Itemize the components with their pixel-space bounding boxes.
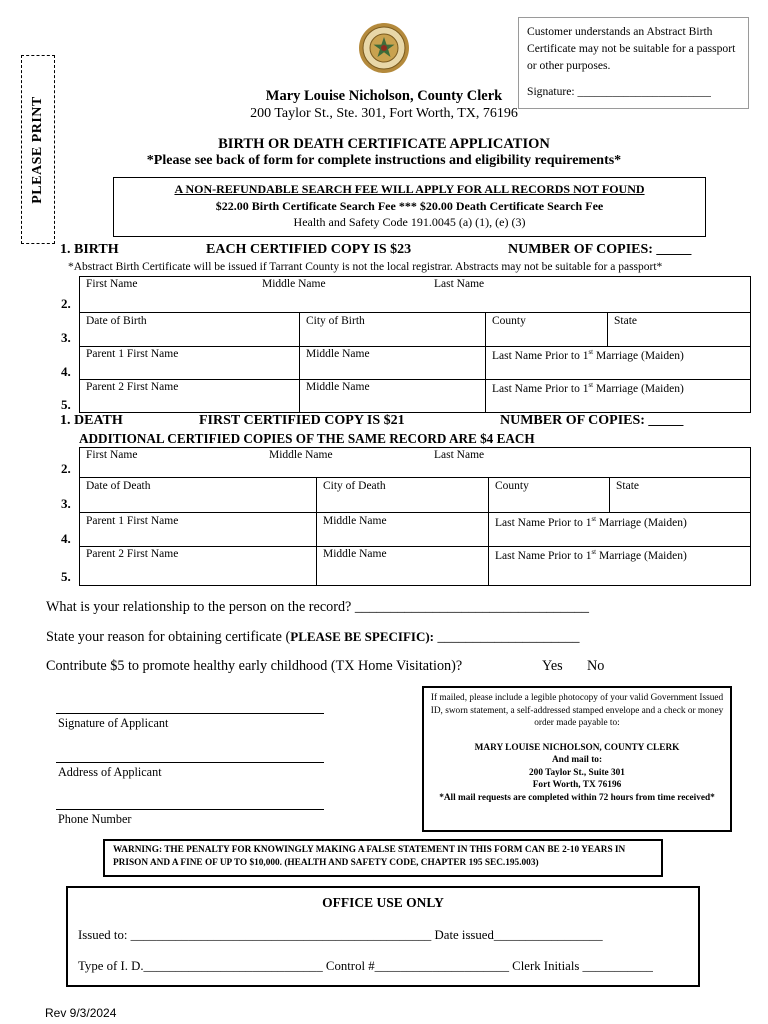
- notice-signature-field[interactable]: Signature: _______________________: [527, 85, 711, 98]
- birth-row-number: 4.: [61, 364, 71, 379]
- date-of-death-field[interactable]: Date of Death: [86, 480, 151, 492]
- death-middle-name-field[interactable]: Middle Name: [269, 449, 333, 461]
- birth-parent1-first-field[interactable]: Parent 1 First Name: [86, 348, 179, 360]
- clerk-address: 200 Taylor St., Ste. 301, Fort Worth, TX, 76196: [250, 106, 518, 121]
- death-row-number: 3.: [61, 496, 71, 511]
- form-title: BIRTH OR DEATH CERTIFICATE APPLICATION: [218, 136, 550, 152]
- death-parent2-middle-field[interactable]: Middle Name: [323, 548, 387, 560]
- death-parent1-middle-field[interactable]: Middle Name: [323, 515, 387, 527]
- applicant-address-label: Address of Applicant: [58, 765, 162, 779]
- death-copy-price: FIRST CERTIFIED COPY IS $21: [199, 413, 405, 428]
- death-copies-field[interactable]: NUMBER OF COPIES: _____: [500, 413, 684, 428]
- death-info-grid: [79, 447, 751, 586]
- birth-row-number: 2.: [61, 296, 71, 311]
- birth-parent1-middle-field[interactable]: Middle Name: [306, 348, 370, 360]
- issued-to-field[interactable]: Issued to: _______________________________________________ Date issued_________________: [78, 928, 603, 942]
- birth-parent1-maiden-field[interactable]: Last Name Prior to 1st Marriage (Maiden): [492, 348, 684, 362]
- mail-instructions-box: [422, 686, 732, 832]
- city-of-death-field[interactable]: City of Death: [323, 480, 386, 492]
- fee-amounts-line: $22.00 Birth Certificate Search Fee *** $20.00 Death Certificate Search Fee: [215, 198, 604, 213]
- birth-section-title: 1. BIRTH: [60, 242, 119, 257]
- death-parent1-first-field[interactable]: Parent 1 First Name: [86, 515, 179, 527]
- birth-first-name-field[interactable]: First Name: [86, 278, 138, 290]
- type-of-id-field[interactable]: Type of I. D.____________________________ Control #_____________________ Clerk Initials ___________: [78, 959, 653, 973]
- death-parent2-maiden-field[interactable]: Last Name Prior to 1st Marriage (Maiden): [495, 548, 687, 562]
- office-use-title: OFFICE USE ONLY: [322, 895, 444, 910]
- office-use-box: [66, 886, 700, 987]
- form-subtitle: *Please see back of form for complete instructions and eligibility requirements*: [146, 153, 622, 168]
- death-section-title: 1. DEATH: [60, 413, 123, 428]
- birth-parent2-maiden-field[interactable]: Last Name Prior to 1st Marriage (Maiden): [492, 381, 684, 395]
- search-fee-box: [113, 177, 706, 237]
- mail-to-label: And mail to:: [551, 755, 603, 765]
- revision-date: Rev 9/3/2024: [45, 1006, 117, 1020]
- contribute-yes-option[interactable]: Yes: [542, 658, 563, 674]
- death-parent1-maiden-field[interactable]: Last Name Prior to 1st Marriage (Maiden): [495, 515, 687, 529]
- mail-payee: MARY LOUISE NICHOLSON, COUNTY CLERK: [474, 742, 680, 753]
- fee-warning-line: A NON-REFUNDABLE SEARCH FEE WILL APPLY FOR ALL RECORDS NOT FOUND: [174, 182, 645, 196]
- death-additional-copies-note: ADDITIONAL CERTIFIED COPIES OF THE SAME RECORD ARE $4 EACH: [79, 431, 535, 446]
- applicant-signature-label: Signature of Applicant: [58, 716, 169, 730]
- birth-abstract-note: *Abstract Birth Certificate will be issued if Tarrant County is not the local registrar. Abstracts may not be suitable for a passport*: [68, 261, 663, 273]
- death-row-number: 4.: [61, 531, 71, 546]
- abstract-notice-text: Customer understands an Abstract Birth Certificate may not be suitable for a passport or other purposes.: [527, 25, 736, 72]
- birth-state-field[interactable]: State: [614, 315, 637, 327]
- mail-street: 200 Taylor St., Suite 301: [529, 767, 625, 778]
- death-state-field[interactable]: State: [616, 480, 639, 492]
- city-of-birth-field[interactable]: City of Birth: [306, 315, 365, 327]
- county-seal-icon: [358, 22, 410, 74]
- death-first-name-field[interactable]: First Name: [86, 449, 138, 461]
- fee-code-line: Health and Safety Code 191.0045 (a) (1), (e) (3): [293, 215, 526, 229]
- death-row-number: 2.: [61, 461, 71, 476]
- mail-processing-note: *All mail requests are completed within 72 hours from time received*: [439, 792, 715, 803]
- reason-question-field[interactable]: State your reason for obtaining certificate (PLEASE BE SPECIFIC): ____________________: [46, 629, 580, 645]
- birth-last-name-field[interactable]: Last Name: [434, 278, 485, 290]
- applicant-phone-label: Phone Number: [58, 812, 132, 826]
- birth-county-field[interactable]: County: [492, 315, 526, 327]
- please-print-label: PLEASE PRINT: [30, 95, 45, 204]
- birth-middle-name-field[interactable]: Middle Name: [262, 278, 326, 290]
- birth-info-grid: [79, 276, 751, 413]
- contribute-question: Contribute $5 to promote healthy early childhood (TX Home Visitation)?: [46, 658, 463, 674]
- false-statement-warning: WARNING: THE PENALTY FOR KNOWINGLY MAKING A FALSE STATEMENT IN THIS FORM CAN BE 2-10 YEARS IN PRISON AND A FINE OF UP TO $10,000. (HEALTH AND SAFETY CODE, CHAPTER 195 SEC.195.003): [103, 839, 663, 877]
- contribute-no-option[interactable]: No: [587, 658, 605, 674]
- birth-parent2-middle-field[interactable]: Middle Name: [306, 381, 370, 393]
- mail-intro: If mailed, please include a legible photocopy of your valid Government Issued ID, sworn statement, a self-addressed stamped envelope and a check or money order made payable to:: [430, 693, 724, 728]
- death-row-number: 5.: [61, 569, 71, 584]
- death-parent2-first-field[interactable]: Parent 2 First Name: [86, 548, 179, 560]
- birth-parent2-first-field[interactable]: Parent 2 First Name: [86, 381, 179, 393]
- death-last-name-field[interactable]: Last Name: [434, 449, 485, 461]
- relationship-question-field[interactable]: What is your relationship to the person on the record? _________________________________: [46, 599, 589, 615]
- birth-row-number: 3.: [61, 330, 71, 345]
- applicant-signature-line[interactable]: [56, 713, 324, 714]
- applicant-phone-line[interactable]: [56, 809, 324, 810]
- birth-copy-price: EACH CERTIFIED COPY IS $23: [206, 242, 412, 257]
- mail-city: Fort Worth, TX 76196: [532, 780, 622, 790]
- please-print-box: [21, 55, 55, 244]
- death-county-field[interactable]: County: [495, 480, 529, 492]
- birth-row-number: 5.: [61, 397, 71, 412]
- birth-copies-field[interactable]: NUMBER OF COPIES: _____: [508, 242, 692, 257]
- date-of-birth-field[interactable]: Date of Birth: [86, 315, 147, 327]
- clerk-name: Mary Louise Nicholson, County Clerk: [265, 88, 503, 104]
- applicant-address-line[interactable]: [56, 762, 324, 763]
